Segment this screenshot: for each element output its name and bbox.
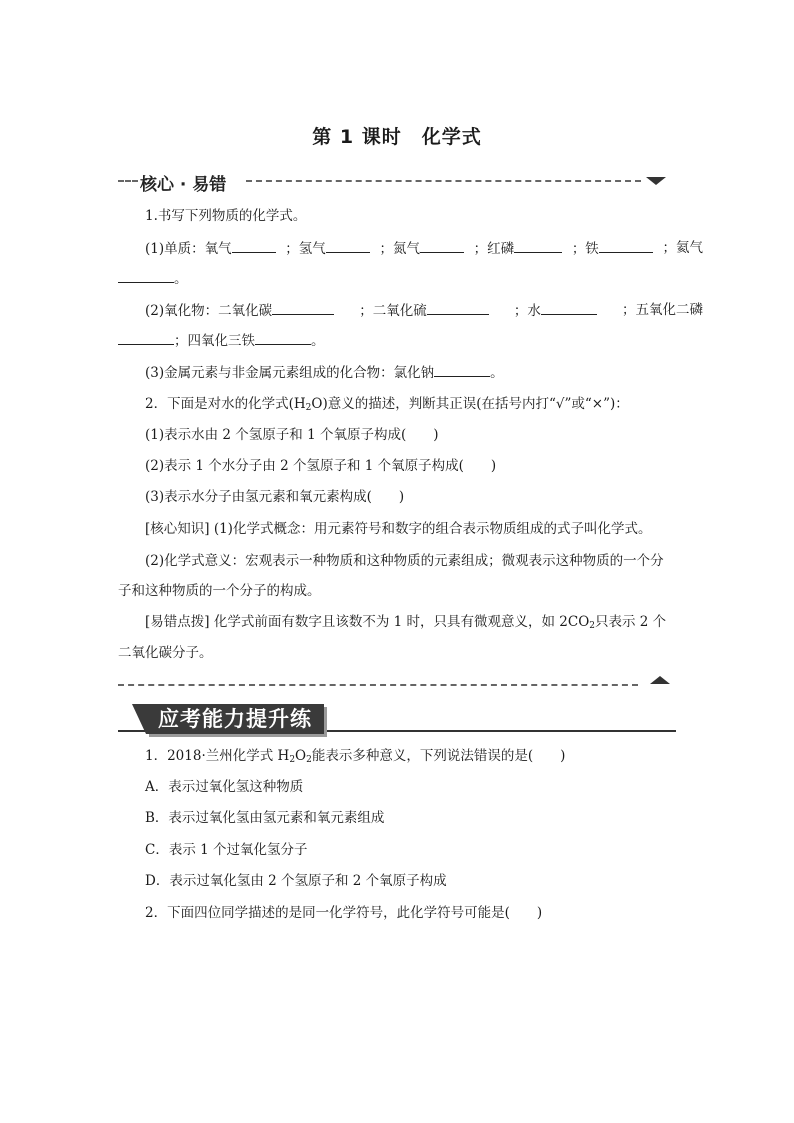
answer-blank[interactable] <box>434 362 490 377</box>
error-tip: [易错点拨] 化学式前面有数字且该数不为 1 时，只具有微观意义，如 $2CO_2$只表示 2 个 <box>145 614 667 631</box>
practice-question: 1．2018·兰州化学式 $H_2O_2$能表示多种意义，下列说法错误的是( ) <box>145 748 566 765</box>
question-part-3: (3)金属元素与非金属元素组成的化合物：氯化钠 。 <box>118 362 703 383</box>
core-knowledge: 子和这种物质的一个分子的构成。 <box>118 583 321 599</box>
section-banner <box>118 702 676 736</box>
error-tip: 二氧化碳分子。 <box>118 645 213 661</box>
core-knowledge: (2)化学式意义：宏观表示一种物质和这种物质的元素组成；微观表示这种物质的一个分 <box>145 553 664 569</box>
part-text: ；铁 <box>572 238 653 259</box>
part-text: ；二氧化硫 <box>359 300 489 321</box>
section-end-divider <box>118 676 676 690</box>
practice-question: 2．下面四位同学描述的是同一化学符号，此化学符号可能是( ) <box>145 905 543 921</box>
part-text: ；氢气 <box>285 238 370 259</box>
dashed-divider <box>118 684 638 686</box>
option-a: A．表示过氧化氢这种物质 <box>145 779 304 795</box>
option-d: D．表示过氧化氢由 2 个氢原子和 2 个氧原子构成 <box>145 873 447 889</box>
judgment-item: (3)表示水分子由氢元素和氧元素构成( ) <box>145 489 405 505</box>
lesson-title: 第 1 课时 化学式 <box>312 126 482 148</box>
question-part-2-cont: ；四氧化三铁 。 <box>118 330 676 351</box>
question-part-1 <box>118 238 703 259</box>
question-part-1-cont: 。 <box>118 268 676 289</box>
banner-label: 应考能力提升练 <box>146 704 324 734</box>
answer-blank[interactable] <box>420 238 464 253</box>
triangle-down-icon <box>646 177 666 185</box>
judgment-item: (1)表示水由 2 个氢原子和 1 个氧原子构成( ) <box>145 427 439 443</box>
answer-blank[interactable] <box>118 330 174 345</box>
dashed-divider <box>118 180 138 182</box>
answer-blank[interactable] <box>599 238 653 253</box>
section-label: 核心 · 易错 <box>140 175 227 195</box>
judgment-item: (2)表示 1 个水分子由 2 个氢原子和 1 个氧原子构成( ) <box>145 458 497 474</box>
part-text: ；五氧化二磷 <box>622 302 703 318</box>
core-knowledge: [核心知识] (1)化学式概念：用元素符号和数字的组合表示物质组成的式子叫化学式。 <box>145 521 652 537</box>
answer-blank[interactable] <box>272 300 334 315</box>
section-header-core <box>118 168 678 196</box>
answer-blank[interactable] <box>232 238 276 253</box>
answer-blank[interactable] <box>514 238 562 253</box>
answer-blank[interactable] <box>326 238 370 253</box>
option-c: C．表示 1 个过氧化氢分子 <box>145 842 308 858</box>
part-text: ；氦气 <box>662 240 703 256</box>
part-text: ；红磷 <box>474 238 563 259</box>
answer-blank[interactable] <box>541 300 597 315</box>
answer-blank[interactable] <box>427 300 489 315</box>
option-b: B．表示过氧化氢由氢元素和氧元素组成 <box>145 810 385 826</box>
question-stem: 1.书写下列物质的化学式。 <box>145 208 307 224</box>
question-stem: 2．下面是对水的化学式$(H_2O)$意义的描述，判断其正误(在括号内打“√”或“×”)： <box>145 396 629 413</box>
triangle-up-icon <box>650 676 670 684</box>
banner-slant <box>132 704 146 734</box>
dashed-divider <box>246 180 641 182</box>
question-part-2 <box>118 300 703 321</box>
part-text: ；水 <box>514 300 597 321</box>
part-text: ；氮气 <box>379 238 464 259</box>
answer-blank[interactable] <box>255 330 311 345</box>
part-text: (1)单质：氧气 <box>145 238 276 259</box>
part-text: (2)氧化物：二氧化碳 <box>145 300 334 321</box>
answer-blank[interactable] <box>118 268 174 283</box>
